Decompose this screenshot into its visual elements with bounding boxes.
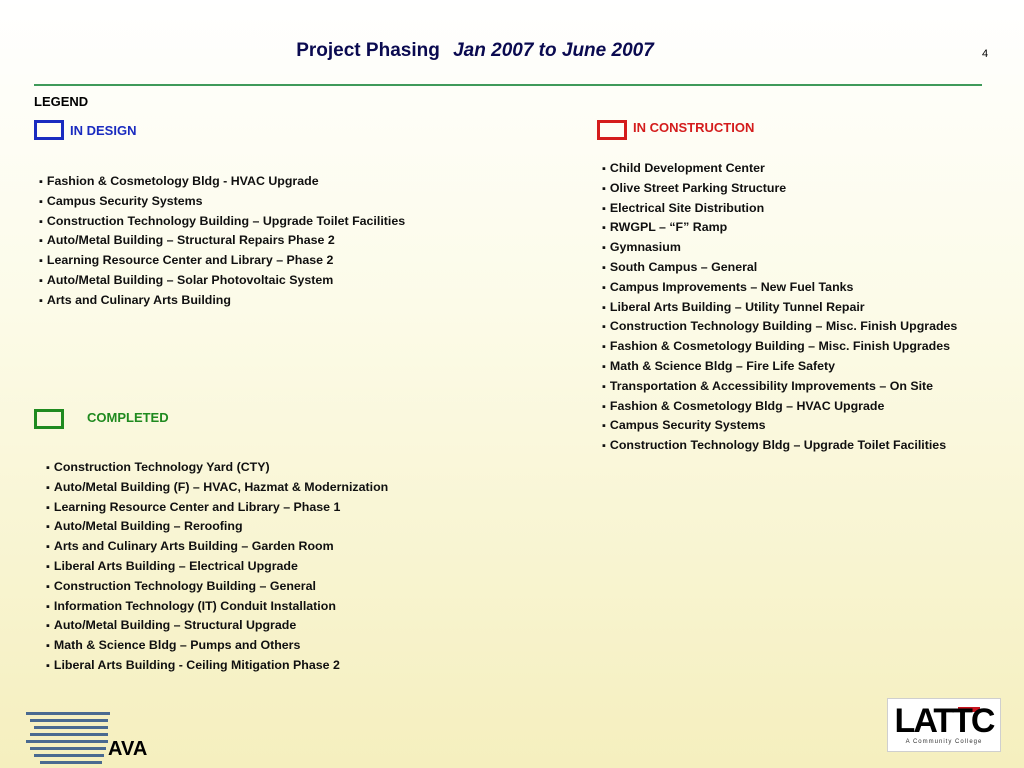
list-item: ▪ Olive Street Parking Structure	[602, 179, 957, 199]
list-item: ▪ Liberal Arts Building – Utility Tunnel Repair	[602, 298, 957, 318]
list-item: ▪ Auto/Metal Building – Reroofing	[46, 517, 388, 537]
list-item: ▪ RWGPL – “F” Ramp	[602, 218, 957, 238]
list-item: ▪ Fashion & Cosmetology Bldg – HVAC Upgrade	[602, 397, 957, 417]
list-item: ▪ Information Technology (IT) Conduit Installation	[46, 597, 388, 617]
list-item: ▪ Math & Science Bldg – Fire Life Safety	[602, 357, 957, 377]
list-item: ▪ Campus Security Systems	[39, 192, 405, 212]
completed-label: COMPLETED	[87, 410, 169, 425]
list-item: ▪ Learning Resource Center and Library – Phase 1	[46, 498, 388, 518]
list-item: ▪ Gymnasium	[602, 238, 957, 258]
list-item: ▪ Auto/Metal Building – Structural Upgrade	[46, 616, 388, 636]
in-construction-legend-box	[597, 120, 627, 140]
title-main: Project Phasing	[296, 40, 440, 61]
lattc-logo	[887, 698, 1001, 752]
lattc-logo-text: LATTC	[894, 702, 994, 740]
in-construction-list	[602, 159, 957, 456]
list-item: ▪ Math & Science Bldg – Pumps and Others	[46, 636, 388, 656]
list-item: ▪ Campus Security Systems	[602, 416, 957, 436]
page-number: 4	[982, 48, 989, 60]
list-item: ▪ Campus Improvements – New Fuel Tanks	[602, 278, 957, 298]
ava-logo-text: AVA	[108, 738, 148, 760]
lattc-logo-subtitle: A Community College	[905, 739, 983, 745]
title-divider	[34, 84, 982, 86]
in-construction-label: IN CONSTRUCTION	[633, 120, 755, 135]
list-item: ▪ Electrical Site Distribution	[602, 199, 957, 219]
in-design-label: IN DESIGN	[70, 123, 137, 138]
list-item: ▪ Child Development Center	[602, 159, 957, 179]
in-design-legend-box	[34, 120, 64, 140]
list-item: ▪ Auto/Metal Building (F) – HVAC, Hazmat & Modernization	[46, 478, 388, 498]
list-item: ▪ Construction Technology Yard (CTY)	[46, 458, 388, 478]
list-item: ▪ Liberal Arts Building – Electrical Upgrade	[46, 557, 388, 577]
list-item: ▪ Liberal Arts Building - Ceiling Mitigation Phase 2	[46, 656, 388, 676]
list-item: ▪ Auto/Metal Building – Structural Repairs Phase 2	[39, 231, 405, 251]
legend-label: LEGEND	[34, 94, 89, 109]
list-item: ▪ Fashion & Cosmetology Building – Misc. Finish Upgrades	[602, 337, 957, 357]
list-item: ▪ Arts and Culinary Arts Building – Garden Room	[46, 537, 388, 557]
list-item: ▪ Auto/Metal Building – Solar Photovoltaic System	[39, 271, 405, 291]
list-item: ▪ Construction Technology Bldg – Upgrade Toilet Facilities	[602, 436, 957, 456]
list-item: ▪ Construction Technology Building – Misc. Finish Upgrades	[602, 317, 957, 337]
list-item: ▪ Transportation & Accessibility Improvements – On Site	[602, 377, 957, 397]
list-item: ▪ Construction Technology Building – General	[46, 577, 388, 597]
list-item: ▪ Construction Technology Building – Upgrade Toilet Facilities	[39, 212, 405, 232]
list-item: ▪ South Campus – General	[602, 258, 957, 278]
list-item: ▪ Learning Resource Center and Library – Phase 2	[39, 251, 405, 271]
page-title	[0, 40, 950, 62]
completed-list	[46, 458, 388, 676]
title-dates: Jan 2007 to June 2007	[453, 40, 654, 61]
in-design-list	[39, 172, 405, 311]
list-item: ▪ Arts and Culinary Arts Building	[39, 291, 405, 311]
list-item: ▪ Fashion & Cosmetology Bldg - HVAC Upgrade	[39, 172, 405, 192]
completed-legend-box	[34, 409, 64, 429]
